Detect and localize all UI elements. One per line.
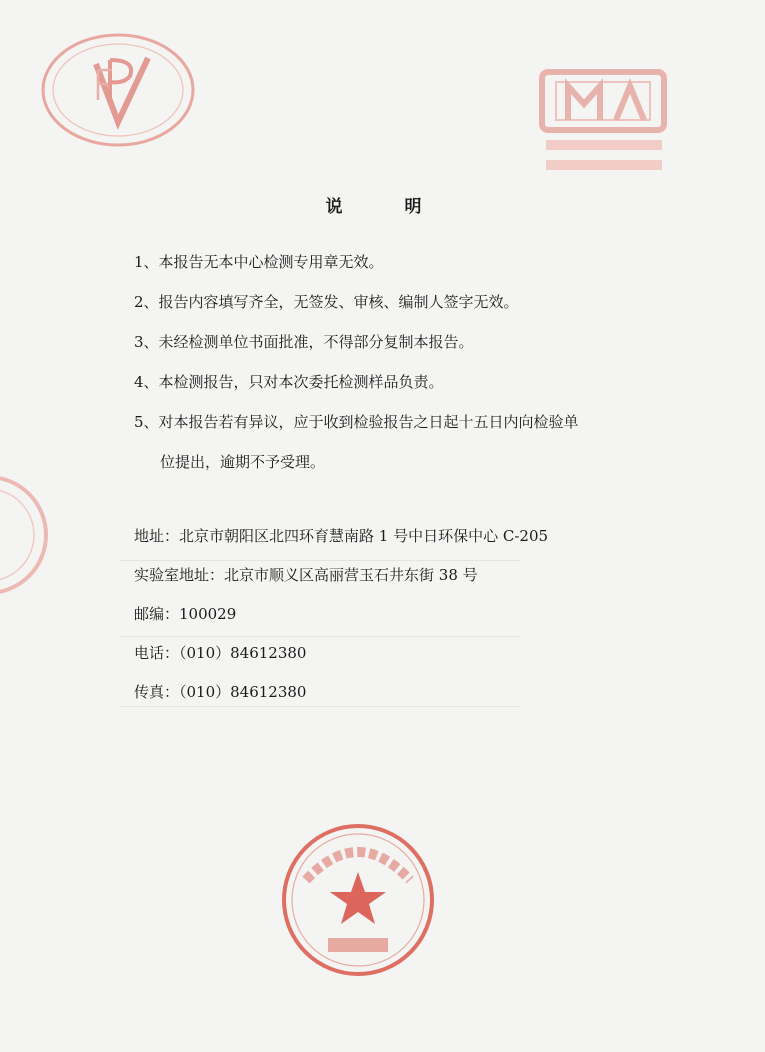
official-seal-stamp <box>278 820 438 980</box>
edge-stamp-left <box>0 470 50 600</box>
fax-line: 传真：（010）84612380 <box>134 683 307 701</box>
lab-address-line: 实验室地址：北京市顺义区高丽营玉石井东街 38 号 <box>134 566 478 584</box>
note-item: 4、本检测报告，只对本次委托检测样品负责。 <box>134 373 444 391</box>
note-item: 3、未经检测单位书面批准，不得部分复制本报告。 <box>134 333 474 351</box>
note-item: 2、报告内容填写齐全，无签发、审核、编制人签字无效。 <box>134 293 519 311</box>
logo-stamp-top-left <box>38 30 198 150</box>
notes-list <box>134 252 694 492</box>
cma-stamp-top-right <box>538 64 678 182</box>
phone-line: 电话：（010）84612380 <box>134 644 307 662</box>
note-continuation: 位提出，逾期不予受理。 <box>160 453 326 471</box>
postcode-line: 邮编：100029 <box>134 605 237 623</box>
note-item: 1、本报告无本中心检测专用章无效。 <box>134 253 384 271</box>
note-item: 5、对本报告若有异议，应于收到检验报告之日起十五日内向检验单 位提出，逾期不予受理。 <box>134 412 694 472</box>
contact-block <box>134 526 734 721</box>
page-title: 说 明 <box>325 197 450 217</box>
address-line: 地址：北京市朝阳区北四环育慧南路 1 号中日环保中心 C-205 <box>134 527 549 545</box>
